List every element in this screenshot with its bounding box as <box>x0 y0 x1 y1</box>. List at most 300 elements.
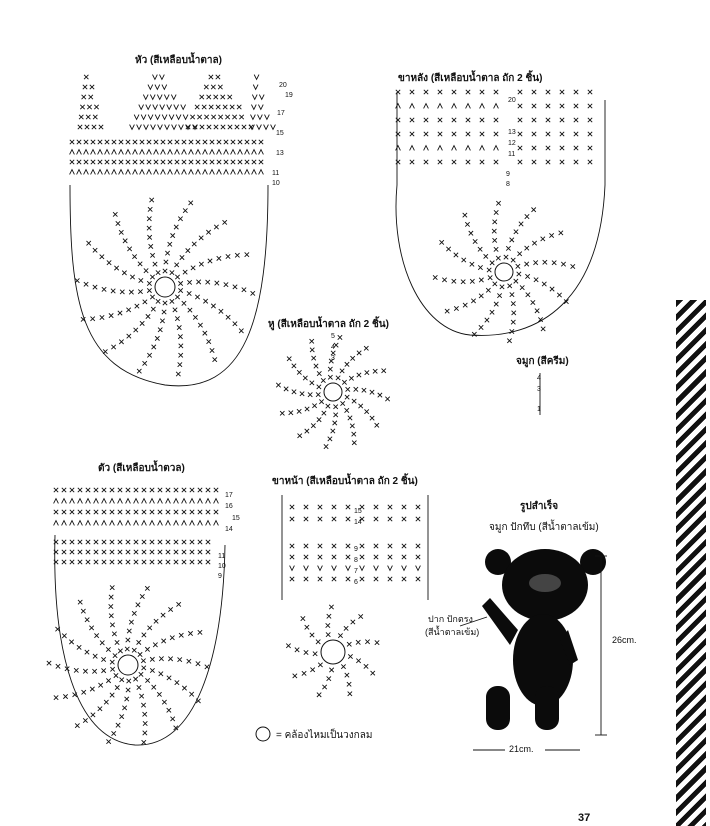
single-crochet-mark <box>127 334 131 338</box>
single-crochet-mark <box>352 432 356 436</box>
single-crochet-mark <box>494 90 498 94</box>
single-crochet-mark <box>164 260 168 264</box>
single-crochet-mark <box>115 640 119 644</box>
single-crochet-mark <box>304 517 308 521</box>
single-crochet-mark <box>119 340 123 344</box>
decrease-mark <box>78 521 83 526</box>
single-crochet-mark <box>231 160 235 164</box>
single-crochet-mark <box>210 160 214 164</box>
nose-title: จมูก (สีครีม) <box>516 356 569 367</box>
increase-mark <box>167 105 172 110</box>
single-crochet-mark <box>251 291 255 295</box>
single-crochet-mark <box>177 325 181 329</box>
single-crochet-mark <box>182 301 186 305</box>
single-crochet-mark <box>206 560 210 564</box>
decrease-mark <box>231 150 236 155</box>
single-crochet-mark <box>86 560 90 564</box>
single-crochet-mark <box>120 678 124 682</box>
single-crochet-mark <box>532 90 536 94</box>
single-crochet-mark <box>81 609 85 613</box>
single-crochet-mark <box>142 510 146 514</box>
single-crochet-mark <box>187 659 191 663</box>
single-crochet-mark <box>356 640 360 644</box>
decrease-mark <box>62 499 67 504</box>
head-row-number: 13 <box>276 150 284 157</box>
single-crochet-mark <box>466 90 470 94</box>
single-crochet-mark <box>119 140 123 144</box>
single-crochet-mark <box>147 160 151 164</box>
single-crochet-mark <box>70 550 74 554</box>
single-crochet-mark <box>480 132 484 136</box>
single-crochet-mark <box>190 550 194 554</box>
single-crochet-mark <box>157 692 161 696</box>
single-crochet-mark <box>322 685 326 689</box>
single-crochet-mark <box>150 295 154 299</box>
single-crochet-mark <box>552 261 556 265</box>
decrease-mark <box>424 104 429 109</box>
single-crochet-mark <box>84 140 88 144</box>
decrease-mark <box>410 104 415 109</box>
single-crochet-mark <box>170 233 174 237</box>
single-crochet-mark <box>98 683 102 687</box>
single-crochet-mark <box>165 251 169 255</box>
single-crochet-mark <box>176 372 180 376</box>
increase-mark <box>271 125 276 130</box>
increase-mark <box>172 125 177 130</box>
single-crochet-mark <box>132 611 136 615</box>
single-crochet-mark <box>333 405 337 409</box>
single-crochet-mark <box>329 605 333 609</box>
single-crochet-mark <box>310 668 314 672</box>
single-crochet-mark <box>304 650 308 654</box>
single-crochet-mark <box>202 105 206 109</box>
single-crochet-mark <box>182 540 186 544</box>
single-crochet-mark <box>217 140 221 144</box>
increase-mark <box>160 105 165 110</box>
increase-mark <box>164 95 169 100</box>
single-crochet-mark <box>189 201 193 205</box>
ear-row-number: 3 <box>331 355 335 362</box>
back-leg-row-number: 13 <box>508 129 516 136</box>
decrease-mark <box>126 170 131 175</box>
decrease-mark <box>480 146 485 151</box>
single-crochet-mark <box>318 544 322 548</box>
decrease-mark <box>224 150 229 155</box>
single-crochet-mark <box>150 540 154 544</box>
body-title: ตัว (สีเหลือบน้ำตวล) <box>98 463 185 474</box>
single-crochet-mark <box>100 255 104 259</box>
single-crochet-mark <box>542 282 546 286</box>
single-crochet-mark <box>98 160 102 164</box>
single-crochet-mark <box>102 550 106 554</box>
single-crochet-mark <box>174 263 178 267</box>
single-crochet-mark <box>497 293 501 297</box>
single-crochet-mark <box>101 668 105 672</box>
single-crochet-mark <box>105 160 109 164</box>
single-crochet-mark <box>331 429 335 433</box>
single-crochet-mark <box>112 731 116 735</box>
single-crochet-mark <box>471 299 475 303</box>
single-crochet-mark <box>182 550 186 554</box>
single-crochet-mark <box>221 95 225 99</box>
single-crochet-mark <box>183 270 187 274</box>
single-crochet-mark <box>546 146 550 150</box>
single-crochet-mark <box>145 586 149 590</box>
single-crochet-mark <box>102 560 106 564</box>
single-crochet-mark <box>70 160 74 164</box>
front-leg-row-number: 15 <box>354 508 362 515</box>
single-crochet-mark <box>462 258 466 262</box>
increase-mark <box>171 95 176 100</box>
single-crochet-mark <box>152 685 156 689</box>
body-row-number: 15 <box>232 515 240 522</box>
single-crochet-mark <box>86 550 90 554</box>
single-crochet-mark <box>300 392 304 396</box>
single-crochet-mark <box>158 488 162 492</box>
single-crochet-mark <box>318 663 322 667</box>
single-crochet-mark <box>526 293 530 297</box>
decrease-mark <box>134 521 139 526</box>
decrease-mark <box>110 499 115 504</box>
single-crochet-mark <box>340 369 344 373</box>
decrease-mark <box>175 170 180 175</box>
single-crochet-mark <box>345 362 349 366</box>
single-crochet-mark <box>175 680 179 684</box>
single-crochet-mark <box>446 247 450 251</box>
single-crochet-mark <box>111 289 115 293</box>
single-crochet-mark <box>62 510 66 514</box>
single-crochet-mark <box>118 540 122 544</box>
single-crochet-mark <box>174 510 178 514</box>
single-crochet-mark <box>284 387 288 391</box>
single-crochet-mark <box>410 132 414 136</box>
increase-mark <box>158 125 163 130</box>
single-crochet-mark <box>106 739 110 743</box>
single-crochet-mark <box>416 555 420 559</box>
single-crochet-mark <box>208 259 212 263</box>
decrease-mark <box>174 499 179 504</box>
single-crochet-mark <box>439 240 443 244</box>
single-crochet-mark <box>571 264 575 268</box>
single-crochet-mark <box>182 686 186 690</box>
single-crochet-mark <box>162 700 166 704</box>
single-crochet-mark <box>485 318 489 322</box>
single-crochet-mark <box>134 560 138 564</box>
decrease-mark <box>396 104 401 109</box>
single-crochet-mark <box>100 641 104 645</box>
single-crochet-mark <box>487 268 491 272</box>
decrease-mark <box>198 521 203 526</box>
single-crochet-mark <box>374 555 378 559</box>
single-crochet-mark <box>170 299 174 303</box>
single-crochet-mark <box>574 132 578 136</box>
single-crochet-mark <box>77 140 81 144</box>
back-leg-row-number: 11 <box>508 151 516 158</box>
single-crochet-mark <box>360 577 364 581</box>
single-crochet-mark <box>305 429 309 433</box>
single-crochet-mark <box>118 550 122 554</box>
nose-row-number: 4 <box>537 375 541 382</box>
single-crochet-mark <box>189 160 193 164</box>
single-crochet-mark <box>80 105 84 109</box>
single-crochet-mark <box>321 378 325 382</box>
back-leg-row-number: 8 <box>506 181 510 188</box>
single-crochet-mark <box>550 287 554 291</box>
single-crochet-mark <box>70 560 74 564</box>
increase-mark <box>181 105 186 110</box>
single-crochet-mark <box>518 146 522 150</box>
nose-row-number: 1 <box>537 406 541 413</box>
single-crochet-mark <box>357 373 361 377</box>
single-crochet-mark <box>83 669 87 673</box>
decrease-mark <box>84 150 89 155</box>
single-crochet-mark <box>78 125 82 129</box>
single-crochet-mark <box>155 336 159 340</box>
single-crochet-mark <box>532 146 536 150</box>
single-crochet-mark <box>186 248 190 252</box>
single-crochet-mark <box>313 652 317 656</box>
increase-mark <box>141 115 146 120</box>
single-crochet-mark <box>94 105 98 109</box>
decrease-mark <box>70 150 75 155</box>
single-crochet-mark <box>303 376 307 380</box>
single-crochet-mark <box>126 540 130 544</box>
single-crochet-mark <box>375 640 379 644</box>
decrease-mark <box>424 146 429 151</box>
decrease-mark <box>224 170 229 175</box>
single-crochet-mark <box>168 140 172 144</box>
single-crochet-mark <box>329 668 333 672</box>
increase-mark <box>153 105 158 110</box>
single-crochet-mark <box>385 397 389 401</box>
single-crochet-mark <box>180 255 184 259</box>
single-crochet-mark <box>126 638 130 642</box>
single-crochet-mark <box>224 140 228 144</box>
single-crochet-mark <box>402 577 406 581</box>
single-crochet-mark <box>178 281 182 285</box>
single-crochet-mark <box>79 115 83 119</box>
single-crochet-mark <box>127 247 131 251</box>
decrease-mark <box>410 146 415 151</box>
single-crochet-mark <box>114 673 118 677</box>
decrease-mark <box>196 170 201 175</box>
decrease-mark <box>161 170 166 175</box>
single-crochet-mark <box>126 510 130 514</box>
single-crochet-mark <box>359 614 363 618</box>
single-crochet-mark <box>112 140 116 144</box>
single-crochet-mark <box>532 118 536 122</box>
single-crochet-mark <box>106 647 110 651</box>
single-crochet-mark <box>289 411 293 415</box>
decrease-mark <box>140 150 145 155</box>
decrease-mark <box>70 499 75 504</box>
single-crochet-mark <box>546 104 550 108</box>
single-crochet-mark <box>84 160 88 164</box>
single-crochet-mark <box>374 517 378 521</box>
single-crochet-mark <box>89 95 93 99</box>
decrease-mark <box>150 499 155 504</box>
increase-mark <box>137 125 142 130</box>
single-crochet-mark <box>91 160 95 164</box>
single-crochet-mark <box>133 160 137 164</box>
single-crochet-mark <box>145 678 149 682</box>
single-crochet-mark <box>147 226 151 230</box>
decrease-mark <box>259 170 264 175</box>
single-crochet-mark <box>347 642 351 646</box>
single-crochet-mark <box>228 125 232 129</box>
single-crochet-mark <box>228 95 232 99</box>
decrease-mark <box>245 170 250 175</box>
single-crochet-mark <box>466 118 470 122</box>
single-crochet-mark <box>98 707 102 711</box>
single-crochet-mark <box>62 488 66 492</box>
single-crochet-mark <box>110 585 114 589</box>
single-crochet-mark <box>326 404 330 408</box>
decrease-mark <box>91 150 96 155</box>
front-legs-title: ขาหน้า (สีเหลือบน้ำตาล ถัก 2 ชิ้น) <box>272 476 418 487</box>
single-crochet-mark <box>168 160 172 164</box>
decrease-mark <box>133 170 138 175</box>
single-crochet-mark <box>546 160 550 164</box>
single-crochet-mark <box>410 160 414 164</box>
single-crochet-mark <box>221 125 225 129</box>
single-crochet-mark <box>133 677 137 681</box>
single-crochet-mark <box>210 348 214 352</box>
single-crochet-mark <box>198 323 202 327</box>
single-crochet-mark <box>493 282 497 286</box>
single-crochet-mark <box>560 118 564 122</box>
single-crochet-mark <box>110 550 114 554</box>
single-crochet-mark <box>490 310 494 314</box>
decrease-mark <box>168 150 173 155</box>
single-crochet-mark <box>490 261 494 265</box>
single-crochet-mark <box>312 404 316 408</box>
single-crochet-mark <box>142 550 146 554</box>
head-row-number: 10 <box>272 180 280 187</box>
single-crochet-mark <box>77 645 81 649</box>
single-crochet-mark <box>438 132 442 136</box>
single-crochet-mark <box>295 648 299 652</box>
single-crochet-mark <box>351 620 355 624</box>
decrease-mark <box>105 170 110 175</box>
single-crochet-mark <box>378 393 382 397</box>
single-crochet-mark <box>174 488 178 492</box>
single-crochet-mark <box>549 233 553 237</box>
single-crochet-mark <box>89 626 93 630</box>
head-row-number: 20 <box>279 82 287 89</box>
single-crochet-mark <box>518 90 522 94</box>
single-crochet-mark <box>190 488 194 492</box>
single-crochet-mark <box>231 140 235 144</box>
single-crochet-mark <box>560 160 564 164</box>
single-crochet-mark <box>200 125 204 129</box>
single-crochet-mark <box>345 395 349 399</box>
single-crochet-mark <box>129 620 133 624</box>
decrease-mark <box>196 150 201 155</box>
single-crochet-mark <box>370 416 374 420</box>
single-crochet-mark <box>478 247 482 251</box>
single-crochet-mark <box>442 278 446 282</box>
single-crochet-mark <box>163 269 167 273</box>
single-crochet-mark <box>557 293 561 297</box>
single-crochet-mark <box>142 560 146 564</box>
single-crochet-mark <box>84 282 88 286</box>
single-crochet-mark <box>149 244 153 248</box>
single-crochet-mark <box>147 626 151 630</box>
single-crochet-mark <box>574 160 578 164</box>
single-crochet-mark <box>182 488 186 492</box>
increase-mark <box>155 115 160 120</box>
single-crochet-mark <box>316 392 320 396</box>
single-crochet-mark <box>150 253 154 257</box>
single-crochet-mark <box>183 208 187 212</box>
single-crochet-mark <box>150 657 154 661</box>
mouth-note-line1: ปาก ปักตรง <box>428 614 473 624</box>
back-legs-title: ขาหลัง (สีเหลือบน้ำตาล ถัก 2 ชิ้น) <box>398 73 543 84</box>
decrease-mark <box>142 499 147 504</box>
bear-snout <box>529 574 561 592</box>
single-crochet-mark <box>388 577 392 581</box>
single-crochet-mark <box>141 703 145 707</box>
single-crochet-mark <box>327 614 331 618</box>
single-crochet-mark <box>364 664 368 668</box>
single-crochet-mark <box>175 140 179 144</box>
single-crochet-mark <box>349 376 353 380</box>
single-crochet-mark <box>574 104 578 108</box>
decrease-mark <box>77 150 82 155</box>
single-crochet-mark <box>82 690 86 694</box>
single-crochet-mark <box>113 212 117 216</box>
single-crochet-mark <box>134 488 138 492</box>
single-crochet-mark <box>318 517 322 521</box>
head-row-number: 11 <box>272 170 280 177</box>
single-crochet-mark <box>518 160 522 164</box>
single-crochet-mark <box>318 505 322 509</box>
single-crochet-mark <box>230 105 234 109</box>
single-crochet-mark <box>139 278 143 282</box>
single-crochet-mark <box>224 160 228 164</box>
single-crochet-mark <box>302 671 306 675</box>
single-crochet-mark <box>83 85 87 89</box>
decrease-mark <box>134 499 139 504</box>
single-crochet-mark <box>178 362 182 366</box>
nose-row-number: 3 <box>537 386 541 393</box>
single-crochet-mark <box>158 510 162 514</box>
single-crochet-mark <box>74 668 78 672</box>
single-crochet-mark <box>214 95 218 99</box>
single-crochet-mark <box>514 279 518 283</box>
decrease-mark <box>238 170 243 175</box>
single-crochet-mark <box>115 685 119 689</box>
single-crochet-mark <box>207 95 211 99</box>
increase-mark <box>388 566 393 571</box>
single-crochet-mark <box>479 294 483 298</box>
single-crochet-mark <box>470 262 474 266</box>
single-crochet-mark <box>342 380 346 384</box>
single-crochet-mark <box>416 505 420 509</box>
decrease-mark <box>91 170 96 175</box>
single-crochet-mark <box>158 550 162 554</box>
single-crochet-mark <box>543 260 547 264</box>
single-crochet-mark <box>162 310 166 314</box>
single-crochet-mark <box>118 311 122 315</box>
single-crochet-mark <box>560 104 564 108</box>
single-crochet-mark <box>170 270 174 274</box>
increase-mark <box>148 115 153 120</box>
single-crochet-mark <box>211 115 215 119</box>
single-crochet-mark <box>170 636 174 640</box>
single-crochet-mark <box>133 140 137 144</box>
